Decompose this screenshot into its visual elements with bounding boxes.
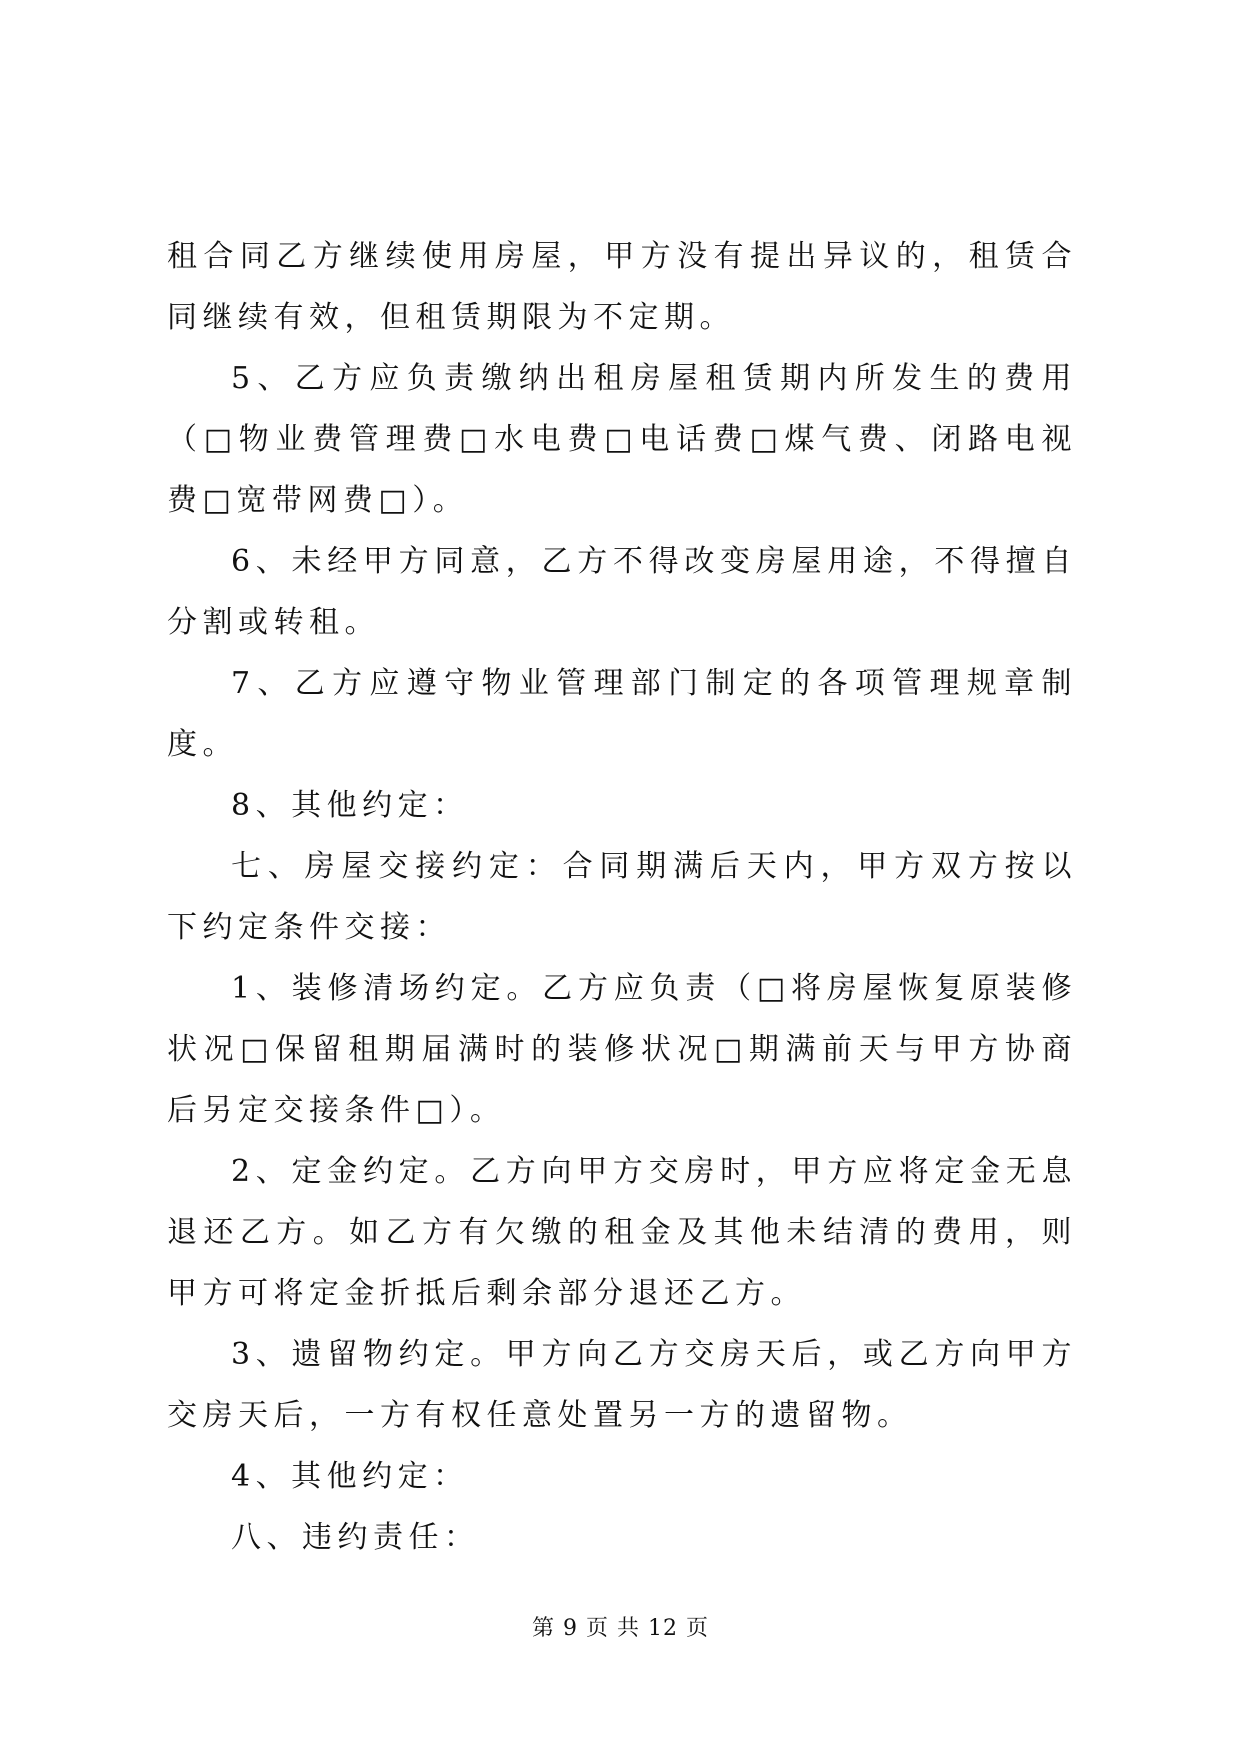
- paragraph-clause-5: 5、乙方应负责缴纳出租房屋租赁期内所发生的费用（□物业费管理费□水电费□电话费□煤气费、闭路电视费□宽带网费□）。: [167, 361, 1077, 518]
- document-body: [167, 226, 1077, 1568]
- page-footer: 第 9 页 共 12 页: [532, 1616, 709, 1641]
- paragraph-clause-6: 6、未经甲方同意，乙方不得改变房屋用途，不得擅自分割或转租。: [167, 544, 1077, 640]
- section-heading-handover: 七、房屋交接约定：合同期满后天内，甲方双方按以下约定条件交接：: [167, 849, 1077, 945]
- paragraph-handover-3: 3、遗留物约定。甲方向乙方交房天后，或乙方向甲方交房天后，一方有权任意处置另一方的遗留物。: [167, 1337, 1077, 1433]
- paragraph-handover-4: 4、其他约定：: [231, 1459, 469, 1494]
- section-heading-liability: 八、违约责任：: [231, 1520, 480, 1555]
- paragraph-clause-7: 7、乙方应遵守物业管理部门制定的各项管理规章制度。: [167, 666, 1077, 762]
- paragraph-continuation: 租合同乙方继续使用房屋，甲方没有提出异议的，租赁合同继续有效，但租赁期限为不定期。: [167, 239, 1077, 335]
- paragraph-clause-8: 8、其他约定：: [231, 788, 469, 823]
- paragraph-handover-1: 1、装修清场约定。乙方应负责（□将房屋恢复原装修状况□保留租期届满时的装修状况□期满前天与甲方协商后另定交接条件□）。: [167, 971, 1077, 1128]
- paragraph-handover-2: 2、定金约定。乙方向甲方交房时，甲方应将定金无息退还乙方。如乙方有欠缴的租金及其他未结清的费用，则甲方可将定金折抵后剩余部分退还乙方。: [167, 1154, 1077, 1311]
